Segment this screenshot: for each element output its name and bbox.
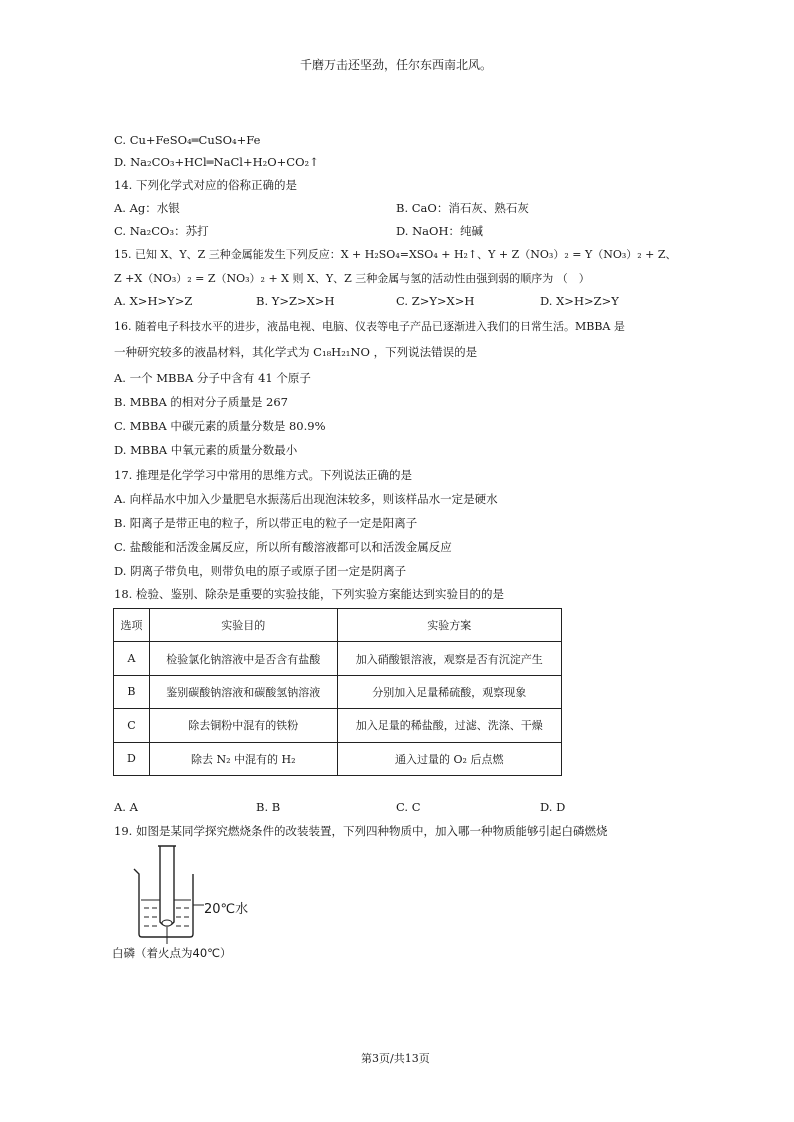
q17-option-a: A. 向样品水中加入少量肥皂水振荡后出现泡沫较多，则该样品水一定是硬水 bbox=[114, 492, 498, 506]
q14-option-b: B. CaO：消石灰、熟石灰 bbox=[396, 201, 529, 215]
table-cell: A bbox=[114, 642, 150, 675]
q17-option-b: B. 阳离子是带正电的粒子，所以带正电的粒子一定是阳离子 bbox=[114, 516, 418, 530]
q16-option-c: C. MBBA 中碳元素的质量分数是 80.9% bbox=[114, 419, 326, 433]
q16-option-d: D. MBBA 中氧元素的质量分数最小 bbox=[114, 443, 298, 457]
q18-option-d: D. D bbox=[540, 800, 566, 814]
combustion-apparatus-figure bbox=[112, 844, 272, 962]
q18-table bbox=[113, 608, 562, 776]
q17-option-d: D. 阴离子带负电，则带负电的原子或原子团一定是阴离子 bbox=[114, 564, 407, 578]
q19-stem: 19. 如图是某同学探究燃烧条件的改装装置，下列四种物质中，加入哪一种物质能够引起白磷燃烧 bbox=[114, 824, 608, 838]
table-cell: 通入过量的 O₂ 后点燃 bbox=[337, 742, 562, 775]
white-phosphorus-label: 白磷（着火点为40℃） bbox=[112, 946, 232, 960]
table-cell: 检验氯化钠溶液中是否含有盐酸 bbox=[149, 642, 337, 675]
q15-option-d: D. X>H>Z>Y bbox=[540, 294, 619, 308]
table-row bbox=[114, 675, 562, 708]
table-cell: B bbox=[114, 675, 150, 708]
q16-stem-line2: 一种研究较多的液晶材料，其化学式为 C₁₈H₂₁NO ，下列说法错误的是 bbox=[114, 345, 478, 359]
q14-option-c: C. Na₂CO₃：苏打 bbox=[114, 224, 209, 238]
table-cell: 除去铜粉中混有的铁粉 bbox=[149, 709, 337, 742]
q16-stem-line1: 16. 随着电子科技水平的进步，液晶电视、电脑、仪表等电子产品已逐渐进入我们的日常生活。MBBA 是 bbox=[114, 320, 625, 333]
q14-option-d: D. NaOH：纯碱 bbox=[396, 224, 483, 238]
table-header-row bbox=[114, 609, 562, 642]
q16-option-a: A. 一个 MBBA 分子中含有 41 个原子 bbox=[114, 371, 311, 385]
q14-stem: 14. 下列化学式对应的俗称正确的是 bbox=[114, 178, 297, 192]
q15-option-b: B. Y>Z>X>H bbox=[256, 294, 335, 308]
q14-option-a: A. Ag：水银 bbox=[114, 201, 180, 215]
table-cell: 鉴别碳酸钠溶液和碳酸氢钠溶液 bbox=[149, 675, 337, 708]
table-row bbox=[114, 709, 562, 742]
q15-stem-line1: 15. 已知 X、Y、Z 三种金属能发生下列反应：X + H₂SO₄=XSO₄ + H₂↑、Y + Z（NO₃）₂ = Y（NO₃）₂ + Z、 bbox=[114, 248, 677, 261]
page-number: 第3页/共13页 bbox=[361, 1052, 430, 1065]
q13-option-d: D. Na₂CO₃+HCl═NaCl+H₂O+CO₂↑ bbox=[114, 155, 319, 169]
q18-option-b: B. B bbox=[256, 800, 281, 814]
table-row bbox=[114, 642, 562, 675]
table-cell: 加入足量的稀盐酸，过滤、洗涤、干燥 bbox=[337, 709, 562, 742]
table-row bbox=[114, 742, 562, 775]
table-header-cell: 选项 bbox=[114, 609, 150, 642]
table-cell: 分别加入足量稀硫酸，观察现象 bbox=[337, 675, 562, 708]
header-motto: 千磨万击还坚劲，任尔东西南北风。 bbox=[300, 58, 493, 72]
q17-stem: 17. 推理是化学学习中常用的思维方式。下列说法正确的是 bbox=[114, 468, 412, 482]
q15-option-a: A. X>H>Y>Z bbox=[114, 294, 193, 308]
table-header-cell: 实验方案 bbox=[337, 609, 562, 642]
q16-option-b: B. MBBA 的相对分子质量是 267 bbox=[114, 395, 289, 409]
table-cell: D bbox=[114, 742, 150, 775]
q18-stem: 18. 检验、鉴别、除杂是重要的实验技能，下列实验方案能达到实验目的的是 bbox=[114, 587, 504, 601]
q15-option-c: C. Z>Y>X>H bbox=[396, 294, 475, 308]
table-cell: C bbox=[114, 709, 150, 742]
table-header-cell: 实验目的 bbox=[149, 609, 337, 642]
water-temperature-label: 20℃水 bbox=[204, 902, 249, 917]
q15-stem-line2: Z +X（NO₃）₂ = Z（NO₃）₂ + X 则 X、Y、Z 三种金属与氢的活动性由强到弱的顺序为 （ ） bbox=[114, 272, 590, 285]
q13-option-c: C. Cu+FeSO₄═CuSO₄+Fe bbox=[114, 133, 261, 147]
q18-option-a: A. A bbox=[114, 800, 138, 814]
q17-option-c: C. 盐酸能和活泼金属反应，所以所有酸溶液都可以和活泼金属反应 bbox=[114, 540, 452, 554]
table-cell: 除去 N₂ 中混有的 H₂ bbox=[149, 742, 337, 775]
q18-option-c: C. C bbox=[396, 800, 421, 814]
table-cell: 加入硝酸银溶液，观察是否有沉淀产生 bbox=[337, 642, 562, 675]
